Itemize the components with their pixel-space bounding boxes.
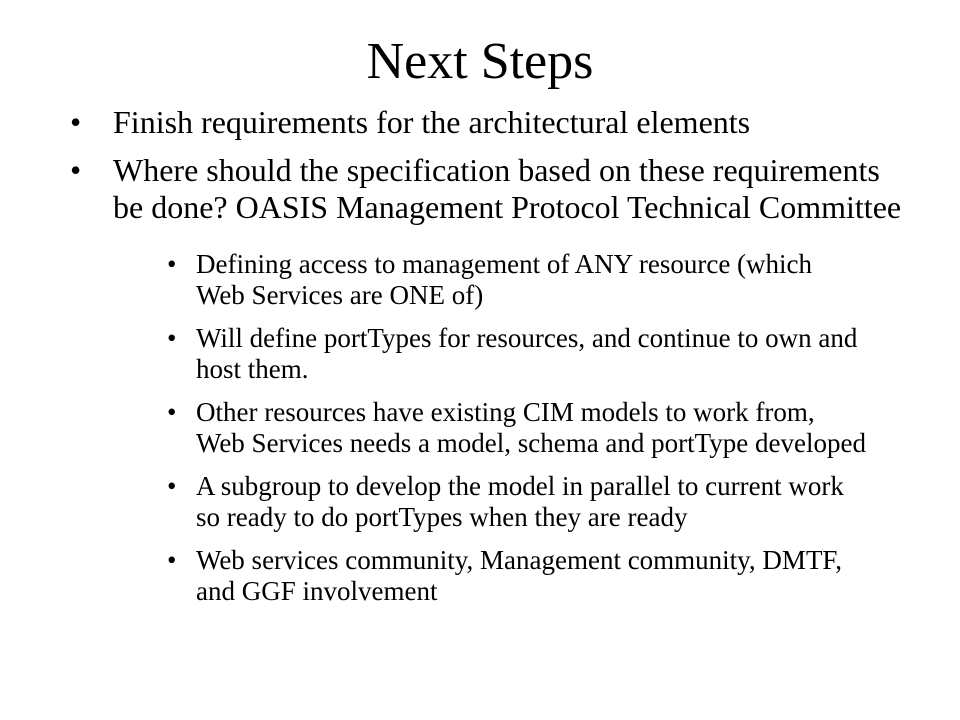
sub-bullet-item [167, 323, 867, 385]
bullet-text: Where should the specification based on these requirements be done? OASIS Management Protocol Technical Committee [113, 152, 902, 225]
bullet-icon: • [70, 152, 82, 188]
bullet-item [70, 104, 910, 141]
sub-bullet-icon: • [167, 249, 177, 279]
slide-title: Next Steps [366, 33, 594, 90]
sub-bullet-text: A subgroup to develop the model in parallel to current work so ready to do portTypes when they are ready [196, 471, 844, 532]
sub-bullet-list [167, 249, 867, 607]
sub-bullet-icon: • [167, 323, 177, 353]
sub-bullet-text: Defining access to management of ANY resource (which Web Services are ONE of) [196, 249, 813, 310]
sub-bullet-item [167, 545, 867, 607]
sub-bullet-text: Web services community, Management community, DMTF, and GGF involvement [196, 545, 843, 606]
sub-bullet-text: Will define portTypes for resources, and continue to own and host them. [196, 323, 858, 384]
sub-bullet-icon: • [167, 471, 177, 501]
sub-bullet-text: Other resources have existing CIM models to work from, Web Services needs a model, schema and portType developed [196, 397, 866, 458]
bullet-item [70, 152, 910, 607]
sub-bullet-item [167, 249, 867, 311]
sub-bullet-icon: • [167, 545, 177, 575]
sub-bullet-item [167, 397, 867, 459]
sub-bullet-icon: • [167, 397, 177, 427]
bullet-icon: • [70, 104, 82, 140]
bullet-list [70, 104, 910, 619]
sub-bullet-item [167, 471, 867, 533]
bullet-text: Finish requirements for the architectural elements [113, 104, 751, 140]
